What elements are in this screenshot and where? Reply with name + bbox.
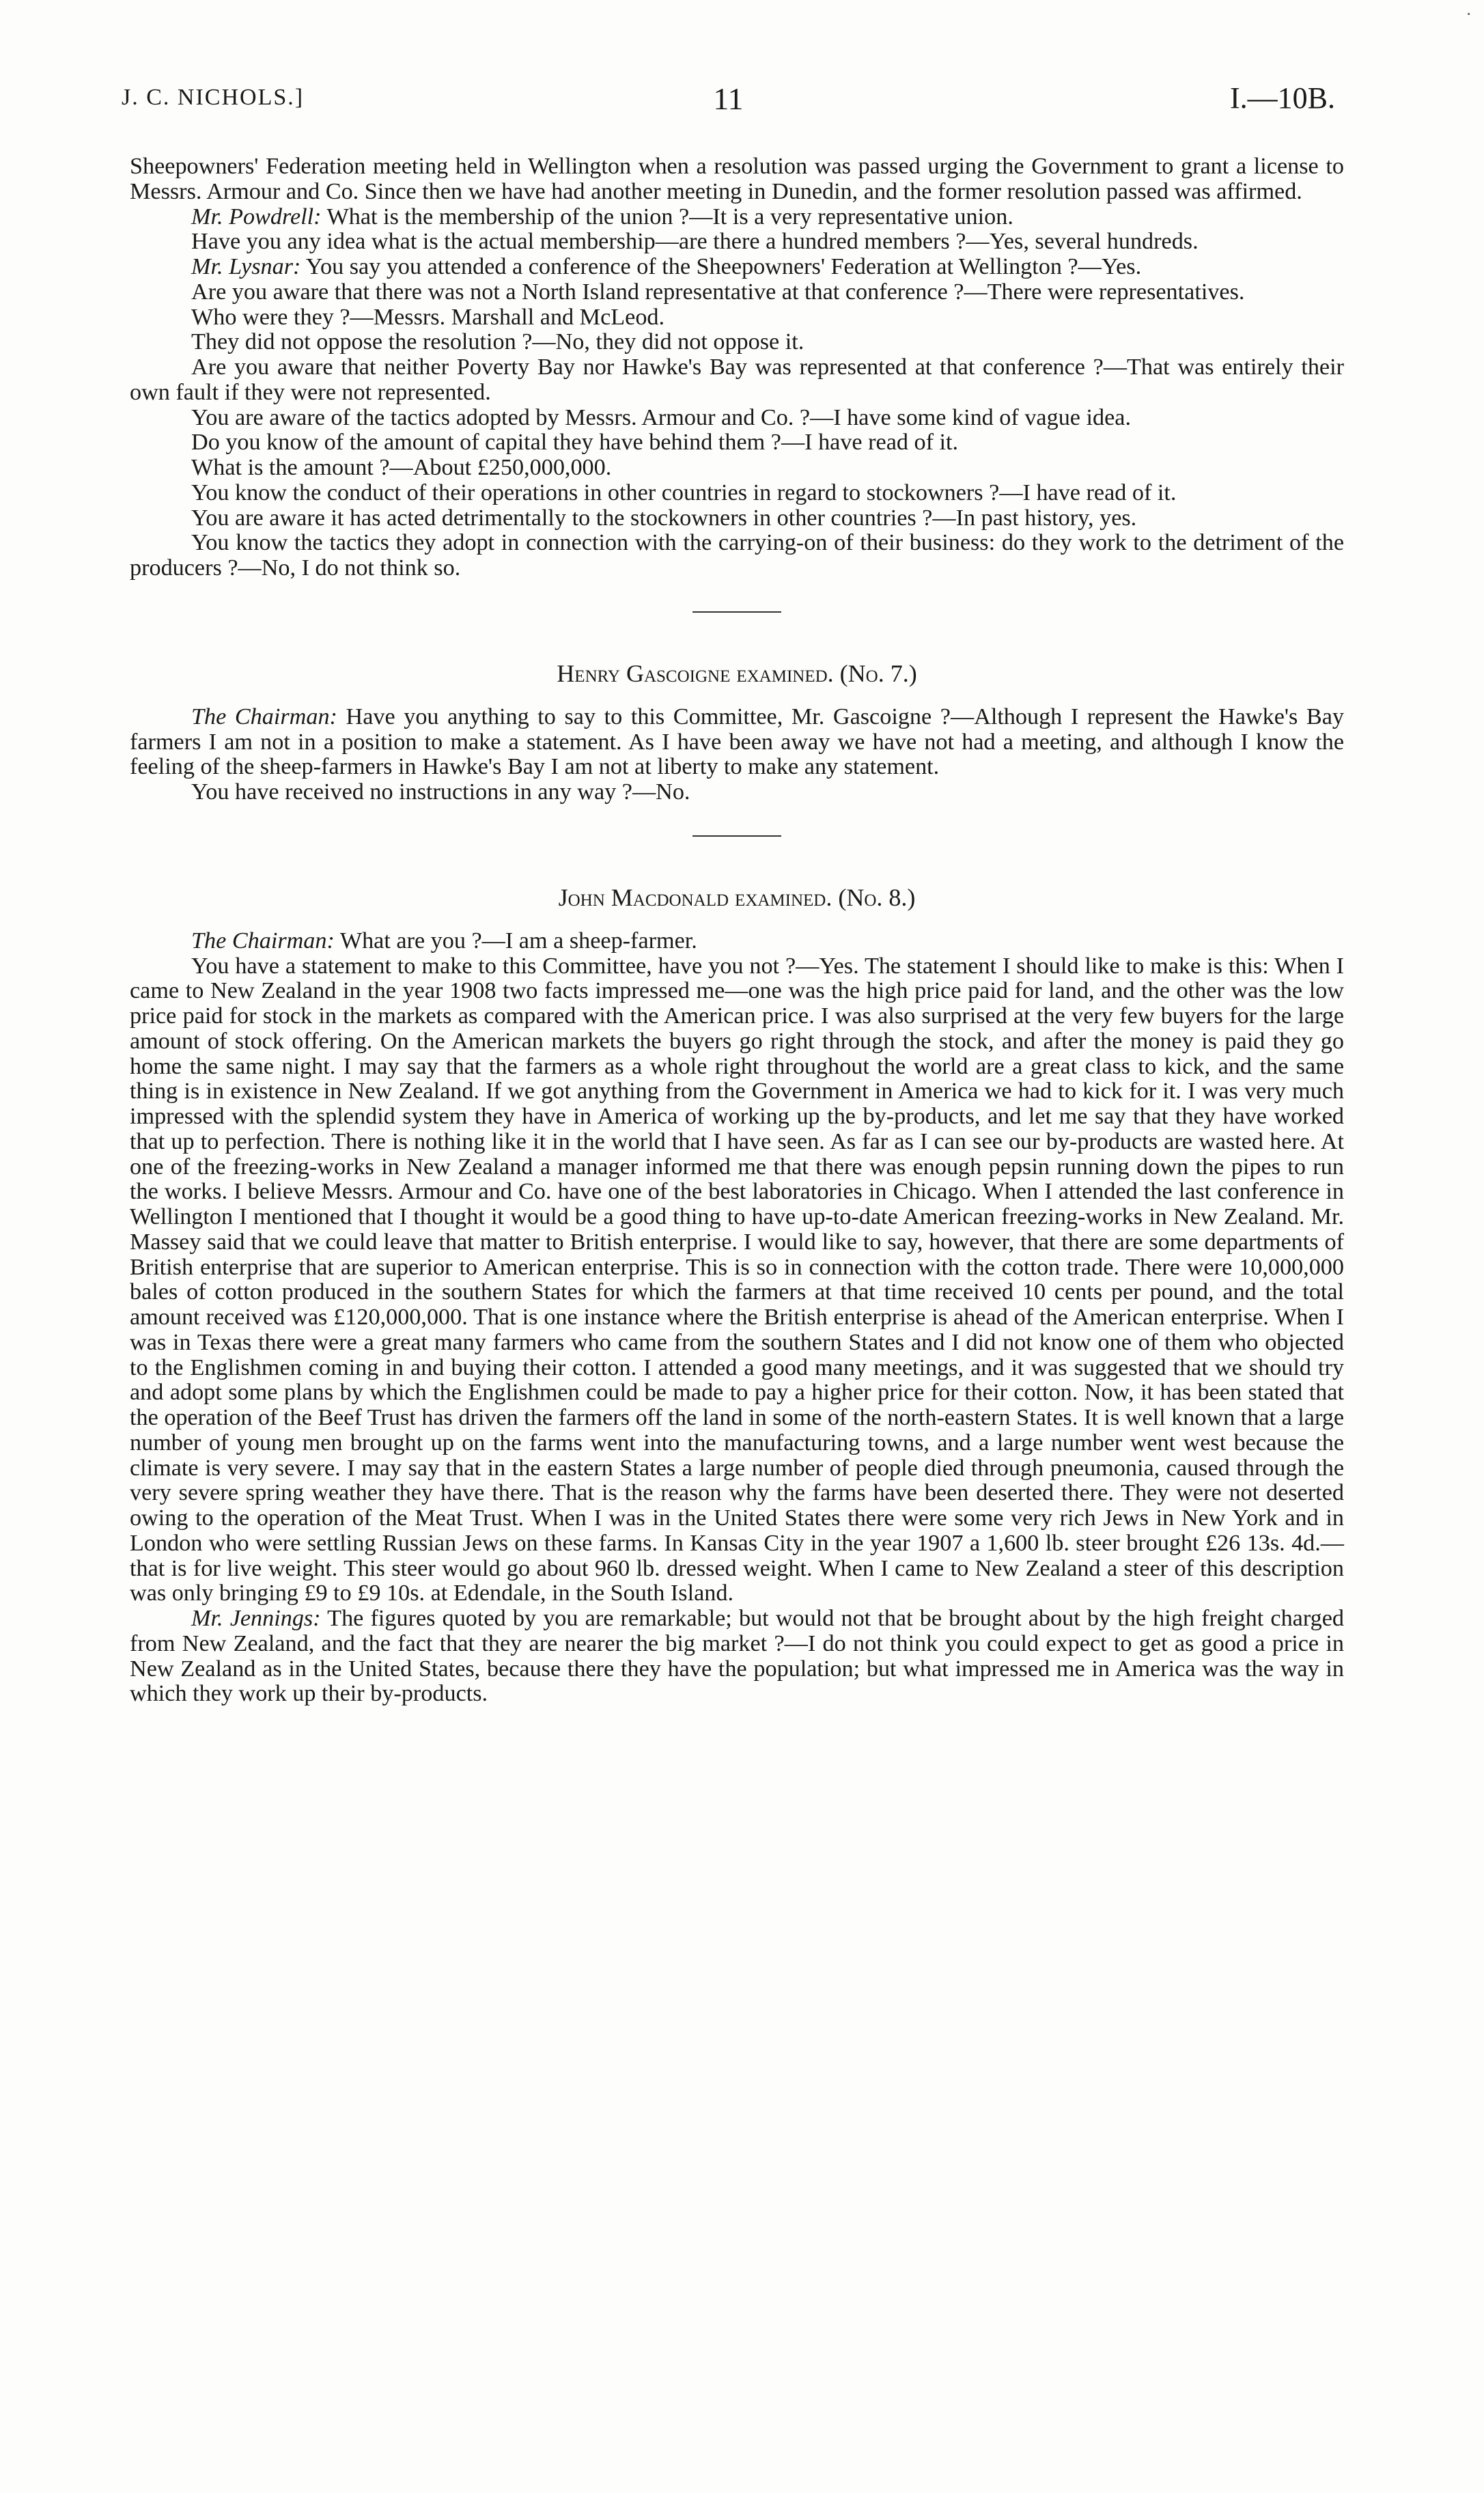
paragraph: Mr. Powdrell: What is the membership of the union ?—It is a very representative union. (191, 204, 1013, 229)
paragraph: Mr. Jennings: The figures quoted by you are remarkable; but would not that be brought about by the high freight charged from New Zealand, and the fact that they are nearer the big market ?—I do not think you could expect to get as good a price in New Zealand as in the United States, because there they have the population; but what impressed me in America was the way in which they work up their by-products. (130, 1606, 1344, 1707)
speaker-label: Mr. Powdrell: (191, 204, 322, 229)
speaker-label: The Chairman: (191, 928, 335, 953)
paragraph: Have you any idea what is the actual membership—are there a hundred members ?—Yes, several hundreds. (191, 229, 1199, 255)
speaker-label: Mr. Jennings: (191, 1606, 321, 1631)
paragraph: You are aware of the tactics adopted by Messrs. Armour and Co. ?—I have some kind of vague idea. (191, 404, 1131, 430)
paragraph: Are you aware that there was not a North Island representative at that conference ?—There were representatives. (191, 279, 1245, 305)
paragraph: You are aware it has acted detrimentally to the stockowners in other countries ?—In past history, yes. (191, 505, 1137, 531)
paragraph: Who were they ?—Messrs. Marshall and McLeod. (191, 304, 665, 330)
section-gascoigne (130, 642, 1344, 805)
paragraph: You know the conduct of their operations in other countries in regard to stockowners ?—I have read of it. (191, 479, 1177, 505)
paragraph: You have a statement to make to this Committee, have you not ?—Yes. The statement I should like to make is this: When I came to New Zealand in the year 1908 two facts impressed me—one was the high price paid for land, and the other was the low price paid for stock in the markets as compared with the American price. I was also surprised at the very few buyers for the large amount of stock offering. On the American markets the buyers go right through the stock, and after the money is paid they go home the same night. I may say that the farmers as a whole right throughout the world are a great class to kick, and the same thing is in existence in New Zealand. If we got anything from the Government in America we had to kick for it. I was very much impressed with the splendid system they have in America of working up the by-products, and let me say that they have worked that up to perfection. There is nothing like it in the world that I have seen. As far as I can see our by-products are wasted here. At one of the freezing-works in New Zealand a manager informed me that there was enough pepsin running down the pipes to run the works. I believe Messrs. Armour and Co. have one of the best laboratories in Chicago. When I attended the last conference in Wellington I mentioned that I thought it would be a good thing to have up-to-date American freezing-works in New Zealand. Mr. Massey said that we could leave that matter to British enterprise. I would like to say, however, that there are some departments of British enterprise that are superior to American enterprise. This is so in connection with the cotton trade. There were 10,000,000 bales of cotton produced in the southern States for which the farmers at that time received 10 cents per pound, and the total amount received was £120,000,000. That is one instance where the British enterprise is ahead of the American enterprise. When I was in Texas there were a great many farmers who came from the southern States and I did not know one of them who objected to the Englishmen coming in and buying their cotton. I attended a good many meetings, and it was suggested that we should try and adopt some plans by which the Englishmen could be made to pay a higher price for their cotton. Now, it has been stated that the operation of the Beef Trust has driven the farmers off the land in some of the north-eastern States. It is well known that a large number of young men brought up on the farms went into the manufacturing towns, and a large number went west because the climate is very severe. I may say that in the eastern States a large number of people died through pneumonia, caused through the very severe spring weather they have there. That is the reason why the farms have been deserted there. They were not deserted owing to the operation of the Meat Trust. When I was in the United States there were some very rich Jews in New York and in London who were settling Russian Jews on these farms. In Kansas City in the year 1907 a 1,600 lb. steer brought £26 13s. 4d.—that is for live weight. This steer would go about 960 lb. dressed weight. When I came to New Zealand a steer of this description was only bringing £9 to £9 10s. at Edendale, in the South Island. (130, 953, 1344, 1606)
section-divider (130, 805, 1344, 866)
section-divider (130, 581, 1344, 642)
section-macdonald (130, 866, 1344, 1707)
header-witness-name: J. C. NICHOLS.] (122, 85, 305, 110)
document-reference: I.—10B. (1230, 81, 1335, 115)
paragraph: The Chairman: Have you anything to say to this Committee, Mr. Gascoigne ?—Although I represent the Hawke's Bay farmers I am not in a position to make a statement. As I have been away we have not had a meeting, and although I know the feeling of the sheep-farmers in Hawke's Bay I am not at liberty to make any statement. (130, 704, 1344, 780)
page-number: 11 (713, 81, 744, 116)
section-nichols-continued (130, 154, 1344, 581)
witness-heading: John Macdonald examined. (No. 8.) (558, 883, 916, 911)
paragraph: You have received no instructions in any way ?—No. (191, 779, 690, 805)
speaker-label: Mr. Lysnar: (191, 254, 301, 279)
paragraph: Are you aware that neither Poverty Bay nor Hawke's Bay was represented at that conference ?—That was entirely their own fault if they were not represented. (130, 354, 1344, 405)
corner-mark: · (1466, 4, 1472, 24)
witness-heading: Henry Gascoigne examined. (No. 7.) (557, 659, 917, 687)
paragraph: Mr. Lysnar: You say you attended a conference of the Sheepowners' Federation at Wellington ?—Yes. (191, 254, 1142, 279)
paragraph: They did not oppose the resolution ?—No, they did not oppose it. (191, 329, 804, 355)
paragraph: Do you know of the amount of capital they have behind them ?—I have read of it. (191, 430, 959, 456)
page-body (130, 154, 1344, 1707)
paragraph: Sheepowners' Federation meeting held in Wellington when a resolution was passed urging the Government to grant a license to Messrs. Armour and Co. Since then we have had another meeting in Dunedin, and the former resolution passed was affirmed. (130, 154, 1344, 204)
paragraph: What is the amount ?—About £250,000,000. (191, 455, 612, 480)
speaker-label: The Chairman: (191, 704, 337, 729)
page-header (122, 81, 1335, 122)
paragraph: The Chairman: What are you ?—I am a sheep-farmer. (191, 928, 697, 953)
paragraph: You know the tactics they adopt in connection with the carrying-on of their business: do they work to the detriment of the producers ?—No, I do not think so. (130, 530, 1344, 581)
